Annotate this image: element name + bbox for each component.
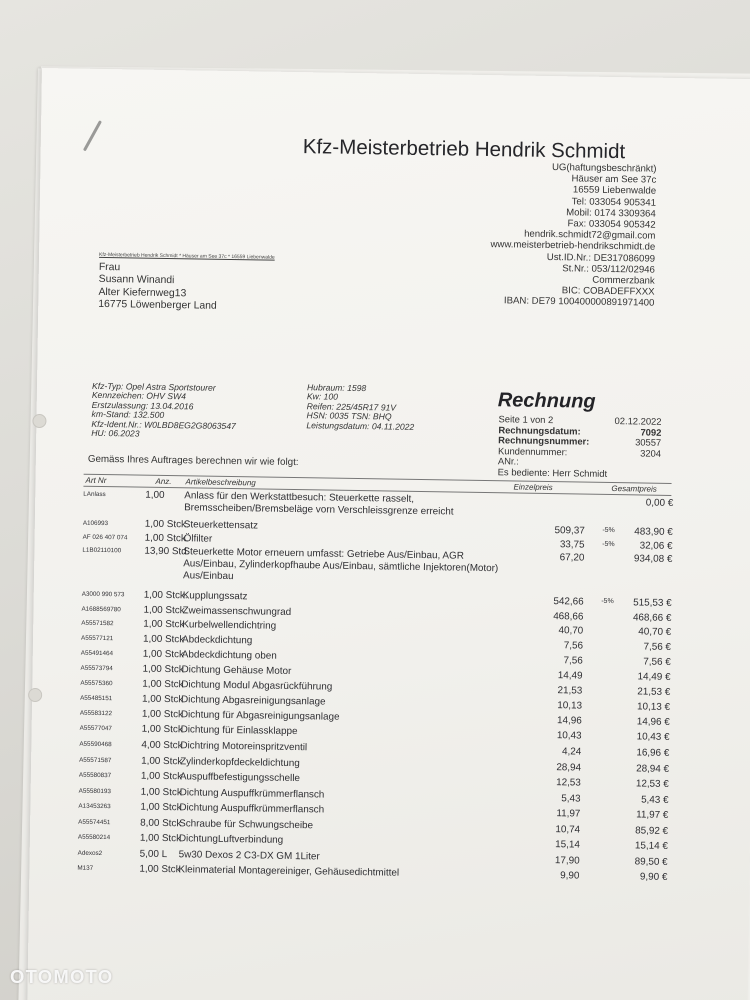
address-line: IBAN: DE79 100400000891971400	[503, 295, 655, 310]
invoice-meta-labels	[498, 414, 608, 479]
cell-total: 89,50 €	[634, 856, 668, 868]
cell-desc: Auspuffbefestigungsschelle	[179, 771, 301, 785]
meta-label: Kundennummer:	[497, 444, 568, 458]
header-total: Gesamtpreis	[611, 483, 657, 494]
cell-artnr: M137	[77, 864, 94, 872]
cell-price: 10,43	[556, 730, 582, 742]
address-line: Commerzbank	[592, 274, 655, 287]
cell-qty: 1,00 Stck	[140, 786, 182, 799]
cell-total: 40,70 €	[638, 626, 672, 638]
cell-qty: 1,00 Stck	[140, 801, 182, 814]
vehicle-line: Kw: 100	[306, 391, 339, 403]
cell-artnr: A55571582	[81, 619, 114, 628]
cell-total: 9,90 €	[639, 871, 668, 883]
table-row	[81, 589, 672, 609]
address-line: Tel: 033054 905341	[571, 195, 657, 209]
cell-artnr: A55580193	[78, 787, 111, 796]
cell-qty: 4,00 Stck	[141, 739, 183, 752]
cell-price: 4,24	[562, 746, 582, 758]
address-line: UG(haftungsbeschränkt)	[551, 162, 657, 175]
address-line: Ust.ID.Nr.: DE317086099	[546, 251, 656, 265]
cell-qty: 1,00 Stck	[142, 663, 184, 676]
cell-qty: 1,00 Stck	[141, 755, 183, 768]
meta-label: Rechnungsdatum:	[498, 423, 581, 437]
meta-label: Rechnungsnummer:	[498, 434, 590, 447]
cell-qty: 1,00 Stck	[139, 832, 182, 845]
address-line: www.meisterbetrieb-hendrikschmidt.de	[490, 239, 656, 254]
vehicle-info-right	[306, 383, 415, 432]
cell-price: 33,75	[559, 539, 585, 551]
cell-total: 21,53 €	[637, 686, 671, 698]
address-line: Mobil: 0174 3309364	[566, 207, 656, 220]
intro-text: Gemäss Ihres Auftrages berechnen wir wie folgt:	[87, 453, 299, 469]
cell-qty: 1,00 Stck	[142, 648, 185, 661]
cell-desc: Kleinmaterial Montagereiniger, Gehäusedichtmittel	[178, 864, 400, 879]
header-desc: Artikelbeschreibung	[185, 477, 256, 488]
header-artnr: Art Nr	[85, 475, 107, 486]
cell-qty: 1,00 Stck.	[143, 604, 188, 617]
cell-desc: Dichtung Modul Abgasrückführung	[181, 679, 333, 693]
vehicle-line: HSN: 0035 TSN: BHQ	[306, 410, 392, 422]
cell-artnr: A55575360	[80, 679, 113, 688]
cell-price: 12,53	[556, 777, 581, 789]
cell-artnr: L1B02110100	[82, 546, 122, 555]
cell-desc: Zylinderkopfdeckeldichtung	[180, 756, 300, 770]
watermark-logo: OTOMOTO	[10, 966, 114, 987]
cell-price: 9,90	[560, 870, 580, 882]
cell-price: 15,14	[555, 839, 580, 851]
cell-total: 10,13 €	[636, 701, 671, 713]
cell-total: 468,66 €	[632, 612, 672, 624]
invoice-page	[27, 68, 750, 1000]
address-line: Fax: 033054 905342	[567, 218, 656, 231]
meta-value: 3204	[640, 447, 662, 459]
meta-label: Seite 1 von 2	[498, 413, 554, 426]
vehicle-line: Hubraum: 1598	[306, 382, 367, 394]
cell-artnr: A55571587	[79, 756, 112, 765]
document-title: Rechnung	[497, 389, 596, 413]
vehicle-line: km-Stand: 132.500	[91, 409, 165, 421]
cell-desc: Abdeckdichtung oben	[181, 649, 277, 662]
cell-artnr: A55491464	[80, 649, 114, 658]
cell-artnr: A106993	[82, 519, 109, 528]
cell-price: 10,13	[557, 700, 583, 712]
cell-qty: 1,00 Stck	[143, 618, 185, 631]
recipient-line: Susann Winandi	[98, 274, 175, 287]
cell-qty: 8,00 Stck	[140, 817, 182, 830]
cell-qty: 1,00 Stck	[141, 723, 183, 736]
cell-artnr: A55577121	[80, 634, 114, 643]
vehicle-line: Leistungsdatum: 04.11.2022	[306, 419, 415, 432]
sender-line: Kfz-Meisterbetrieb Hendrik Schmidt * Häuser am See 37c * 16559 Liebenwalde	[99, 251, 275, 261]
cell-qty: 1,00 Stck.	[144, 532, 189, 545]
cell-qty: 13,90 Std.	[144, 545, 190, 558]
cell-total: 28,94 €	[636, 763, 670, 775]
meta-value: 02.12.2022	[614, 415, 662, 427]
recipient-line: Frau	[98, 261, 121, 274]
cell-qty: 1,00 Stck	[142, 693, 184, 706]
cell-total: 7,56 €	[643, 641, 672, 653]
cell-total: 10,43 €	[636, 731, 670, 743]
cell-artnr: A55583122	[79, 709, 113, 718]
cell-desc: Zweimassenschwungrad	[182, 605, 292, 618]
cell-total: 0,00 €	[645, 497, 674, 509]
cell-qty: 1,00 Stck	[142, 678, 184, 691]
cell-price: 67,20	[559, 552, 585, 564]
cell-artnr: A3000 990 573	[81, 590, 125, 599]
cell-price: 28,94	[556, 762, 582, 774]
cell-desc: Steuerkette Motor erneuern umfasst: Getriebe Aus/Einbau, AGR Aus/Einbau, Zylinderkopfhaube Aus/Einbau, sämtliche Injektoren(Motor) Aus/Einbau	[182, 546, 499, 583]
cell-qty: 1,00	[145, 489, 165, 501]
meta-value: 7092	[640, 426, 662, 438]
cell-price: 509,37	[554, 525, 585, 537]
company-address	[490, 161, 657, 309]
vehicle-line: Reifen: 225/45R17 91V	[306, 401, 397, 413]
cell-artnr: Adexos2	[77, 849, 103, 858]
cell-artnr: A55580214	[77, 833, 111, 842]
cell-artnr: A55573794	[80, 664, 113, 673]
punch-hole-icon	[28, 688, 42, 702]
vehicle-line: Kfz-Typ: Opel Astra Sportstourer	[91, 380, 216, 393]
cell-qty: 1,00 Stck	[140, 770, 183, 783]
meta-label: ANr.:	[497, 455, 519, 467]
cell-desc: Dichtung für Einlassklappe	[180, 724, 298, 738]
cell-desc: Schraube für Schwungscheibe	[179, 818, 314, 832]
cell-price: 7,56	[563, 640, 584, 652]
address-line: hendrik.schmidt72@gmail.com	[524, 228, 656, 242]
cell-qty: 1,00 Stck	[141, 708, 184, 721]
recipient-address	[98, 262, 217, 313]
meta-value: 30557	[635, 436, 662, 448]
cell-price: 17,90	[554, 855, 580, 867]
address-line: Häuser am See 37c	[571, 173, 657, 186]
cell-discount: -5%	[602, 540, 615, 549]
cell-artnr: A55485151	[80, 694, 113, 703]
cell-artnr: A55590468	[79, 740, 112, 749]
cell-qty: 1,00 Stck.	[143, 589, 188, 602]
cell-price: 10,74	[555, 824, 581, 836]
cell-price: 7,56	[563, 655, 583, 667]
address-line: BIC: COBADEFFXXX	[561, 285, 655, 298]
cell-desc: Dichtung Abgasreinigungsanlage	[181, 694, 326, 708]
cell-desc: 5w30 Dexos 2 C3-DX GM 1Liter	[178, 849, 320, 863]
cell-artnr: LAnlass	[83, 490, 106, 499]
cell-qty: 1,00 Stck	[142, 633, 185, 646]
cell-price: 542,66	[553, 596, 584, 608]
company-name: Kfz-Meisterbetrieb Hendrik Schmidt	[302, 135, 626, 164]
vehicle-line: Kfz-Ident.Nr.: W0LBD8EG2G8063547	[91, 418, 236, 431]
cell-desc: Dichtung Auspuffkrümmerflansch	[179, 787, 325, 801]
cell-desc: Dichtring Motoreinspritzventil	[180, 740, 308, 754]
cell-desc: DichtungLuftverbindung	[178, 833, 284, 846]
cell-desc: Dichtung für Abgasreinigungsanlage	[180, 709, 340, 723]
cell-discount: -5%	[602, 526, 615, 535]
cell-total: 934,08 €	[633, 553, 673, 565]
cell-discount: -5%	[601, 597, 614, 606]
cell-artnr: A13453263	[78, 802, 111, 811]
cell-total: 15,14 €	[634, 840, 668, 852]
staple-icon	[83, 120, 102, 151]
cell-qty: 5,00 L	[139, 848, 168, 861]
cell-artnr: A55577047	[79, 724, 112, 733]
cell-artnr: A55574451	[78, 818, 111, 827]
cell-desc: Ölfilter	[183, 533, 213, 545]
meta-label: Es bediente: Herr Schmidt	[497, 466, 608, 479]
cell-artnr: A1688569780	[81, 605, 121, 614]
vehicle-line: Kennzeichen: OHV SW4	[91, 390, 187, 402]
cell-total: 7,56 €	[643, 656, 671, 668]
cell-desc: Kupplungssatz	[182, 590, 248, 603]
address-line: St.Nr.: 053/112/02946	[562, 263, 655, 276]
recipient-line: 16775 Löwenberger Land	[98, 298, 217, 312]
cell-qty: 1,00 Stck.	[144, 518, 189, 531]
vehicle-info-left	[91, 382, 236, 441]
cell-desc: Abdeckdichtung	[181, 634, 253, 647]
cell-qty: 1,00 Stck	[139, 863, 181, 876]
header-price: Einzelpreis	[513, 482, 553, 493]
cell-total: 14,96 €	[636, 716, 670, 728]
cell-total: 11,97 €	[636, 809, 669, 821]
header-qty: Anz.	[155, 476, 172, 487]
cell-desc: Anlass für den Werkstattbesuch: Steuerkette rasselt, Bremsscheiben/Bremsbeläge vorn Verschleissgrenze erreicht	[184, 490, 454, 518]
punch-hole-icon	[32, 414, 46, 428]
cell-total: 515,53 €	[633, 597, 672, 609]
cell-total: 483,90 €	[634, 526, 673, 538]
cell-total: 85,92 €	[635, 825, 669, 837]
cell-total: 32,06 €	[639, 540, 673, 552]
cell-desc: Kurbelwellendichtring	[182, 619, 277, 632]
cell-total: 12,53 €	[635, 778, 669, 790]
cell-total: 16,96 €	[636, 747, 670, 759]
cell-price: 5,43	[561, 793, 581, 805]
cell-desc: Dichtung Auspuffkrümmerflansch	[179, 802, 325, 816]
invoice-meta-values	[601, 416, 662, 459]
cell-total: 14,49 €	[637, 671, 671, 683]
cell-price: 40,70	[558, 625, 584, 637]
vehicle-line: HU: 06.2023	[91, 427, 140, 439]
cell-artnr: A55580837	[78, 771, 112, 780]
cell-total: 5,43 €	[641, 794, 669, 806]
recipient-line: Alter Kiefernweg13	[98, 286, 187, 299]
cell-price: 14,96	[557, 715, 582, 727]
cell-price: 468,66	[553, 611, 584, 623]
cell-price: 14,49	[557, 670, 583, 682]
cell-desc: Steuerkettensatz	[183, 519, 259, 532]
cell-artnr: AF 026 407 074	[82, 533, 128, 542]
cell-price: 21,53	[557, 685, 583, 697]
address-line: 16559 Liebenwalde	[572, 184, 657, 198]
cell-desc: Dichtung Gehäuse Motor	[181, 664, 292, 677]
cell-price: 11,97	[556, 808, 581, 820]
vehicle-line: Erstzulassung: 13.04.2016	[91, 399, 194, 412]
